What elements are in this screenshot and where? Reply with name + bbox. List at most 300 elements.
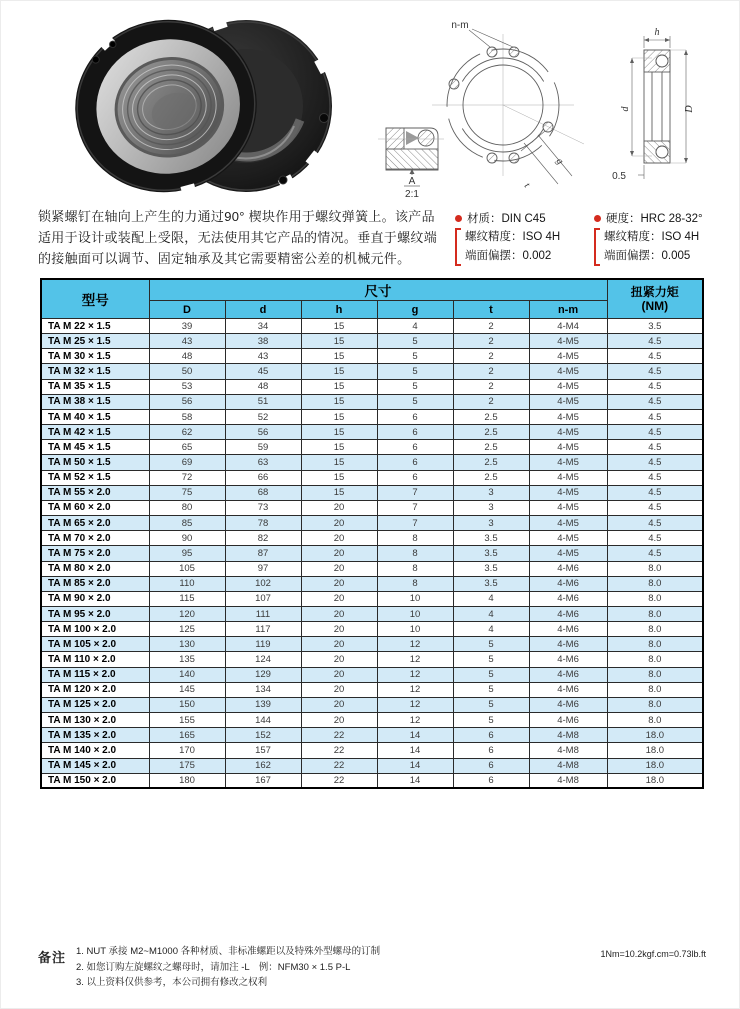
model-cell: TA M 105 × 2.0	[41, 637, 149, 652]
model-cell: TA M 65 × 2.0	[41, 516, 149, 531]
model-cell: TA M 115 × 2.0	[41, 667, 149, 682]
table-row	[41, 500, 703, 515]
value-cell: 4-M6	[529, 561, 607, 576]
spec-hardness: 硬度：HRC 28-32°	[606, 213, 703, 225]
value-cell: 12	[377, 667, 453, 682]
value-cell: 4	[453, 591, 529, 606]
value-cell: 4.5	[607, 334, 703, 349]
value-cell: 4.5	[607, 546, 703, 561]
value-cell: 2	[453, 349, 529, 364]
value-cell: 12	[377, 637, 453, 652]
table-row	[41, 364, 703, 379]
spec-face-runout: 端面偏摆：0.005	[604, 250, 691, 262]
value-cell: 56	[149, 394, 225, 409]
value-cell: 15	[301, 334, 377, 349]
value-cell: 4.5	[607, 531, 703, 546]
value-cell: 4-M8	[529, 773, 607, 788]
table-row	[41, 334, 703, 349]
column-header-t: t	[453, 301, 529, 319]
model-cell: TA M 95 × 2.0	[41, 606, 149, 621]
value-cell: 14	[377, 743, 453, 758]
value-cell: 22	[301, 773, 377, 788]
value-cell: 105	[149, 561, 225, 576]
value-cell: 5	[453, 682, 529, 697]
column-header-torque	[607, 279, 703, 319]
value-cell: 20	[301, 531, 377, 546]
value-cell: 58	[149, 409, 225, 424]
value-cell: 63	[225, 455, 301, 470]
value-cell: 120	[149, 606, 225, 621]
model-cell: TA M 32 × 1.5	[41, 364, 149, 379]
value-cell: 4-M5	[529, 455, 607, 470]
value-cell: 15	[301, 349, 377, 364]
value-cell: 2	[453, 379, 529, 394]
table-row	[41, 546, 703, 561]
value-cell: 3	[453, 516, 529, 531]
product-photo	[28, 8, 358, 194]
value-cell: 107	[225, 591, 301, 606]
value-cell: 6	[453, 758, 529, 773]
dim-label-t: t	[521, 180, 532, 191]
value-cell: 4-M6	[529, 682, 607, 697]
value-cell: 95	[149, 546, 225, 561]
value-cell: 6	[453, 743, 529, 758]
value-cell: 140	[149, 667, 225, 682]
model-cell: TA M 55 × 2.0	[41, 485, 149, 500]
value-cell: 8	[377, 561, 453, 576]
value-cell: 125	[149, 622, 225, 637]
value-cell: 119	[225, 637, 301, 652]
value-cell: 15	[301, 394, 377, 409]
model-cell: TA M 40 × 1.5	[41, 409, 149, 424]
value-cell: 4-M5	[529, 364, 607, 379]
value-cell: 135	[149, 652, 225, 667]
value-cell: 15	[301, 485, 377, 500]
value-cell: 8.0	[607, 713, 703, 728]
value-cell: 65	[149, 440, 225, 455]
value-cell: 4-M5	[529, 425, 607, 440]
value-cell: 8	[377, 546, 453, 561]
dim-label-g: g	[553, 155, 566, 167]
value-cell: 3.5	[453, 531, 529, 546]
value-cell: 4.5	[607, 500, 703, 515]
value-cell: 20	[301, 652, 377, 667]
value-cell: 20	[301, 697, 377, 712]
value-cell: 4.5	[607, 425, 703, 440]
table-row	[41, 516, 703, 531]
value-cell: 4-M5	[529, 440, 607, 455]
model-cell: TA M 125 × 2.0	[41, 697, 149, 712]
value-cell: 4-M8	[529, 728, 607, 743]
value-cell: 22	[301, 728, 377, 743]
model-cell: TA M 75 × 2.0	[41, 546, 149, 561]
value-cell: 8.0	[607, 561, 703, 576]
value-cell: 15	[301, 470, 377, 485]
value-cell: 8.0	[607, 637, 703, 652]
value-cell: 75	[149, 485, 225, 500]
value-cell: 155	[149, 713, 225, 728]
value-cell: 4-M6	[529, 591, 607, 606]
section-label: A	[408, 176, 416, 187]
value-cell: 4.5	[607, 379, 703, 394]
value-cell: 6	[377, 409, 453, 424]
value-cell: 18.0	[607, 758, 703, 773]
dimension-table	[40, 278, 704, 789]
table-row	[41, 728, 703, 743]
value-cell: 4	[377, 319, 453, 334]
value-cell: 2	[453, 319, 529, 334]
table-row	[41, 394, 703, 409]
model-cell: TA M 90 × 2.0	[41, 591, 149, 606]
table-row	[41, 591, 703, 606]
value-cell: 69	[149, 455, 225, 470]
value-cell: 165	[149, 728, 225, 743]
value-cell: 2.5	[453, 409, 529, 424]
value-cell: 2.5	[453, 425, 529, 440]
value-cell: 48	[149, 349, 225, 364]
value-cell: 15	[301, 409, 377, 424]
value-cell: 150	[149, 697, 225, 712]
model-cell: TA M 50 × 1.5	[41, 455, 149, 470]
value-cell: 102	[225, 576, 301, 591]
value-cell: 20	[301, 576, 377, 591]
value-cell: 4.5	[607, 485, 703, 500]
column-header-model: 型号	[41, 279, 149, 319]
value-cell: 167	[225, 773, 301, 788]
value-cell: 5	[377, 379, 453, 394]
model-cell: TA M 140 × 2.0	[41, 743, 149, 758]
value-cell: 90	[149, 531, 225, 546]
value-cell: 14	[377, 773, 453, 788]
value-cell: 170	[149, 743, 225, 758]
value-cell: 56	[225, 425, 301, 440]
value-cell: 5	[453, 713, 529, 728]
value-cell: 15	[301, 455, 377, 470]
value-cell: 4-M5	[529, 500, 607, 515]
model-cell: TA M 100 × 2.0	[41, 622, 149, 637]
model-cell: TA M 22 × 1.5	[41, 319, 149, 334]
spec-block	[455, 209, 725, 266]
value-cell: 59	[225, 440, 301, 455]
notes-section	[38, 944, 704, 991]
model-cell: TA M 135 × 2.0	[41, 728, 149, 743]
value-cell: 10	[377, 606, 453, 621]
model-cell: TA M 120 × 2.0	[41, 682, 149, 697]
value-cell: 5	[453, 667, 529, 682]
value-cell: 129	[225, 667, 301, 682]
notes-label: 备注	[38, 950, 67, 965]
value-cell: 8.0	[607, 591, 703, 606]
value-cell: 4-M4	[529, 319, 607, 334]
value-cell: 51	[225, 394, 301, 409]
value-cell: 10	[377, 591, 453, 606]
column-header-D: D	[149, 301, 225, 319]
model-cell: TA M 60 × 2.0	[41, 500, 149, 515]
column-header-g: g	[377, 301, 453, 319]
value-cell: 4-M6	[529, 637, 607, 652]
value-cell: 6	[377, 440, 453, 455]
spec-thread-precision: 螺纹精度：ISO 4H	[604, 231, 700, 243]
value-cell: 152	[225, 728, 301, 743]
value-cell: 8.0	[607, 667, 703, 682]
table-row	[41, 713, 703, 728]
value-cell: 4-M5	[529, 531, 607, 546]
value-cell: 4.5	[607, 516, 703, 531]
value-cell: 115	[149, 591, 225, 606]
value-cell: 20	[301, 546, 377, 561]
value-cell: 3.5	[607, 319, 703, 334]
value-cell: 6	[453, 728, 529, 743]
value-cell: 20	[301, 713, 377, 728]
value-cell: 2	[453, 364, 529, 379]
value-cell: 5	[453, 697, 529, 712]
value-cell: 124	[225, 652, 301, 667]
value-cell: 7	[377, 485, 453, 500]
value-cell: 4-M8	[529, 758, 607, 773]
torque-unit: (NM)	[641, 299, 669, 313]
spec-column-material	[455, 209, 586, 266]
value-cell: 6	[377, 455, 453, 470]
value-cell: 4-M5	[529, 546, 607, 561]
value-cell: 66	[225, 470, 301, 485]
model-cell: TA M 35 × 1.5	[41, 379, 149, 394]
value-cell: 4-M6	[529, 652, 607, 667]
table-row	[41, 409, 703, 424]
value-cell: 5	[377, 334, 453, 349]
value-cell: 4.5	[607, 440, 703, 455]
value-cell: 7	[377, 500, 453, 515]
value-cell: 38	[225, 334, 301, 349]
value-cell: 50	[149, 364, 225, 379]
model-cell: TA M 38 × 1.5	[41, 394, 149, 409]
spec-material: 材质：DIN C45	[467, 213, 546, 225]
value-cell: 111	[225, 606, 301, 621]
value-cell: 43	[225, 349, 301, 364]
value-cell: 14	[377, 728, 453, 743]
table-row	[41, 667, 703, 682]
value-cell: 4-M5	[529, 409, 607, 424]
value-cell: 4-M6	[529, 667, 607, 682]
table-row	[41, 773, 703, 788]
value-cell: 53	[149, 379, 225, 394]
unit-conversion: 1Nm=10.2kgf.cm=0.73lb.ft	[600, 949, 706, 959]
value-cell: 162	[225, 758, 301, 773]
value-cell: 4-M5	[529, 485, 607, 500]
value-cell: 8.0	[607, 682, 703, 697]
value-cell: 134	[225, 682, 301, 697]
note-item: 3. 以上资料仅供参考，本公司拥有修改之权利	[76, 977, 268, 988]
value-cell: 8.0	[607, 652, 703, 667]
table-body	[41, 319, 703, 789]
value-cell: 12	[377, 682, 453, 697]
value-cell: 4-M5	[529, 334, 607, 349]
technical-drawing	[372, 8, 720, 200]
table-row	[41, 379, 703, 394]
value-cell: 2	[453, 334, 529, 349]
value-cell: 3.5	[453, 561, 529, 576]
table-row	[41, 319, 703, 334]
torque-label: 扭紧力矩	[630, 285, 679, 299]
column-header-n-m: n-m	[529, 301, 607, 319]
value-cell: 5	[377, 349, 453, 364]
value-cell: 34	[225, 319, 301, 334]
value-cell: 4-M5	[529, 349, 607, 364]
value-cell: 8.0	[607, 576, 703, 591]
value-cell: 15	[301, 319, 377, 334]
value-cell: 15	[301, 364, 377, 379]
value-cell: 5	[377, 364, 453, 379]
model-cell: TA M 30 × 1.5	[41, 349, 149, 364]
table-row	[41, 637, 703, 652]
model-cell: TA M 52 × 1.5	[41, 470, 149, 485]
value-cell: 15	[301, 440, 377, 455]
value-cell: 52	[225, 409, 301, 424]
bracket-icon	[455, 228, 461, 266]
value-cell: 20	[301, 591, 377, 606]
value-cell: 14	[377, 758, 453, 773]
value-cell: 8	[377, 531, 453, 546]
value-cell: 4	[453, 622, 529, 637]
value-cell: 130	[149, 637, 225, 652]
table-row	[41, 652, 703, 667]
value-cell: 4-M5	[529, 379, 607, 394]
value-cell: 4-M6	[529, 606, 607, 621]
value-cell: 10	[377, 622, 453, 637]
value-cell: 8.0	[607, 622, 703, 637]
value-cell: 175	[149, 758, 225, 773]
value-cell: 4-M6	[529, 713, 607, 728]
value-cell: 8.0	[607, 606, 703, 621]
lock-nut-photo-illustration	[28, 8, 358, 194]
value-cell: 4-M6	[529, 576, 607, 591]
value-cell: 20	[301, 667, 377, 682]
value-cell: 145	[149, 682, 225, 697]
model-cell: TA M 150 × 2.0	[41, 773, 149, 788]
table-row	[41, 440, 703, 455]
value-cell: 22	[301, 743, 377, 758]
value-cell: 20	[301, 606, 377, 621]
value-cell: 48	[225, 379, 301, 394]
dimension-drawing	[372, 8, 720, 200]
bracket-icon	[594, 228, 600, 266]
table-row	[41, 349, 703, 364]
value-cell: 5	[453, 652, 529, 667]
model-cell: TA M 130 × 2.0	[41, 713, 149, 728]
value-cell: 18.0	[607, 773, 703, 788]
dim-label-h: h	[654, 27, 660, 38]
value-cell: 82	[225, 531, 301, 546]
model-cell: TA M 25 × 1.5	[41, 334, 149, 349]
table-row	[41, 622, 703, 637]
table-row	[41, 682, 703, 697]
section-scale: 2:1	[405, 189, 419, 200]
description-line: 的接触面可以调节、固定轴承及其它需要精密公差的机械元件。	[38, 251, 411, 266]
product-description	[38, 206, 462, 269]
value-cell: 78	[225, 516, 301, 531]
value-cell: 12	[377, 713, 453, 728]
value-cell: 8	[377, 576, 453, 591]
value-cell: 39	[149, 319, 225, 334]
model-cell: TA M 70 × 2.0	[41, 531, 149, 546]
model-cell: TA M 145 × 2.0	[41, 758, 149, 773]
value-cell: 2.5	[453, 470, 529, 485]
model-cell: TA M 80 × 2.0	[41, 561, 149, 576]
value-cell: 144	[225, 713, 301, 728]
value-cell: 15	[301, 425, 377, 440]
value-cell: 73	[225, 500, 301, 515]
value-cell: 4-M5	[529, 470, 607, 485]
value-cell: 117	[225, 622, 301, 637]
model-cell: TA M 42 × 1.5	[41, 425, 149, 440]
value-cell: 15	[301, 379, 377, 394]
value-cell: 62	[149, 425, 225, 440]
value-cell: 3	[453, 500, 529, 515]
value-cell: 4-M5	[529, 516, 607, 531]
description-line: 适用于设计或装配上受限，无法使用其它产品的情况。垂直于螺纹端	[38, 230, 438, 245]
table-row	[41, 697, 703, 712]
model-cell: TA M 85 × 2.0	[41, 576, 149, 591]
value-cell: 2.5	[453, 440, 529, 455]
value-cell: 5	[453, 637, 529, 652]
note-item: 1. NUT 承接 M2~M1000 各种材质、非标准螺距以及特殊外型螺母的订制	[76, 946, 381, 957]
value-cell: 4.5	[607, 455, 703, 470]
value-cell: 157	[225, 743, 301, 758]
value-cell: 18.0	[607, 728, 703, 743]
dim-label-offset: 0.5	[612, 171, 626, 182]
spec-thread-precision: 螺纹精度：ISO 4H	[465, 231, 561, 243]
value-cell: 20	[301, 561, 377, 576]
value-cell: 4-M8	[529, 743, 607, 758]
value-cell: 6	[377, 470, 453, 485]
value-cell: 72	[149, 470, 225, 485]
value-cell: 20	[301, 500, 377, 515]
value-cell: 3.5	[453, 546, 529, 561]
description-line: 锁紧螺钉在轴向上产生的力通过90° 楔块作用于螺纹弹簧上。该产品	[38, 209, 435, 224]
value-cell: 20	[301, 516, 377, 531]
value-cell: 12	[377, 652, 453, 667]
note-item: 2. 如您订购左旋螺纹之螺母时，请加注 -L 例：NFM30 × 1.5 P-L	[76, 961, 351, 973]
column-header-dimensions: 尺寸	[149, 279, 607, 301]
column-header-d: d	[225, 301, 301, 319]
value-cell: 6	[377, 425, 453, 440]
column-header-h: h	[301, 301, 377, 319]
dim-label-n-m: n-m	[451, 20, 469, 31]
table-row	[41, 758, 703, 773]
spec-column-hardness	[594, 209, 725, 266]
value-cell: 22	[301, 758, 377, 773]
value-cell: 80	[149, 500, 225, 515]
value-cell: 6	[453, 773, 529, 788]
value-cell: 4.5	[607, 349, 703, 364]
value-cell: 3.5	[453, 576, 529, 591]
value-cell: 4-M5	[529, 394, 607, 409]
value-cell: 43	[149, 334, 225, 349]
model-cell: TA M 45 × 1.5	[41, 440, 149, 455]
value-cell: 110	[149, 576, 225, 591]
value-cell: 4.5	[607, 409, 703, 424]
value-cell: 4-M6	[529, 697, 607, 712]
table-row	[41, 606, 703, 621]
value-cell: 97	[225, 561, 301, 576]
dim-label-D: D	[684, 105, 695, 113]
value-cell: 2	[453, 394, 529, 409]
bullet-icon	[455, 215, 462, 222]
table-row	[41, 743, 703, 758]
value-cell: 20	[301, 682, 377, 697]
value-cell: 4	[453, 606, 529, 621]
value-cell: 20	[301, 622, 377, 637]
spec-face-runout: 端面偏摆：0.002	[465, 250, 552, 262]
